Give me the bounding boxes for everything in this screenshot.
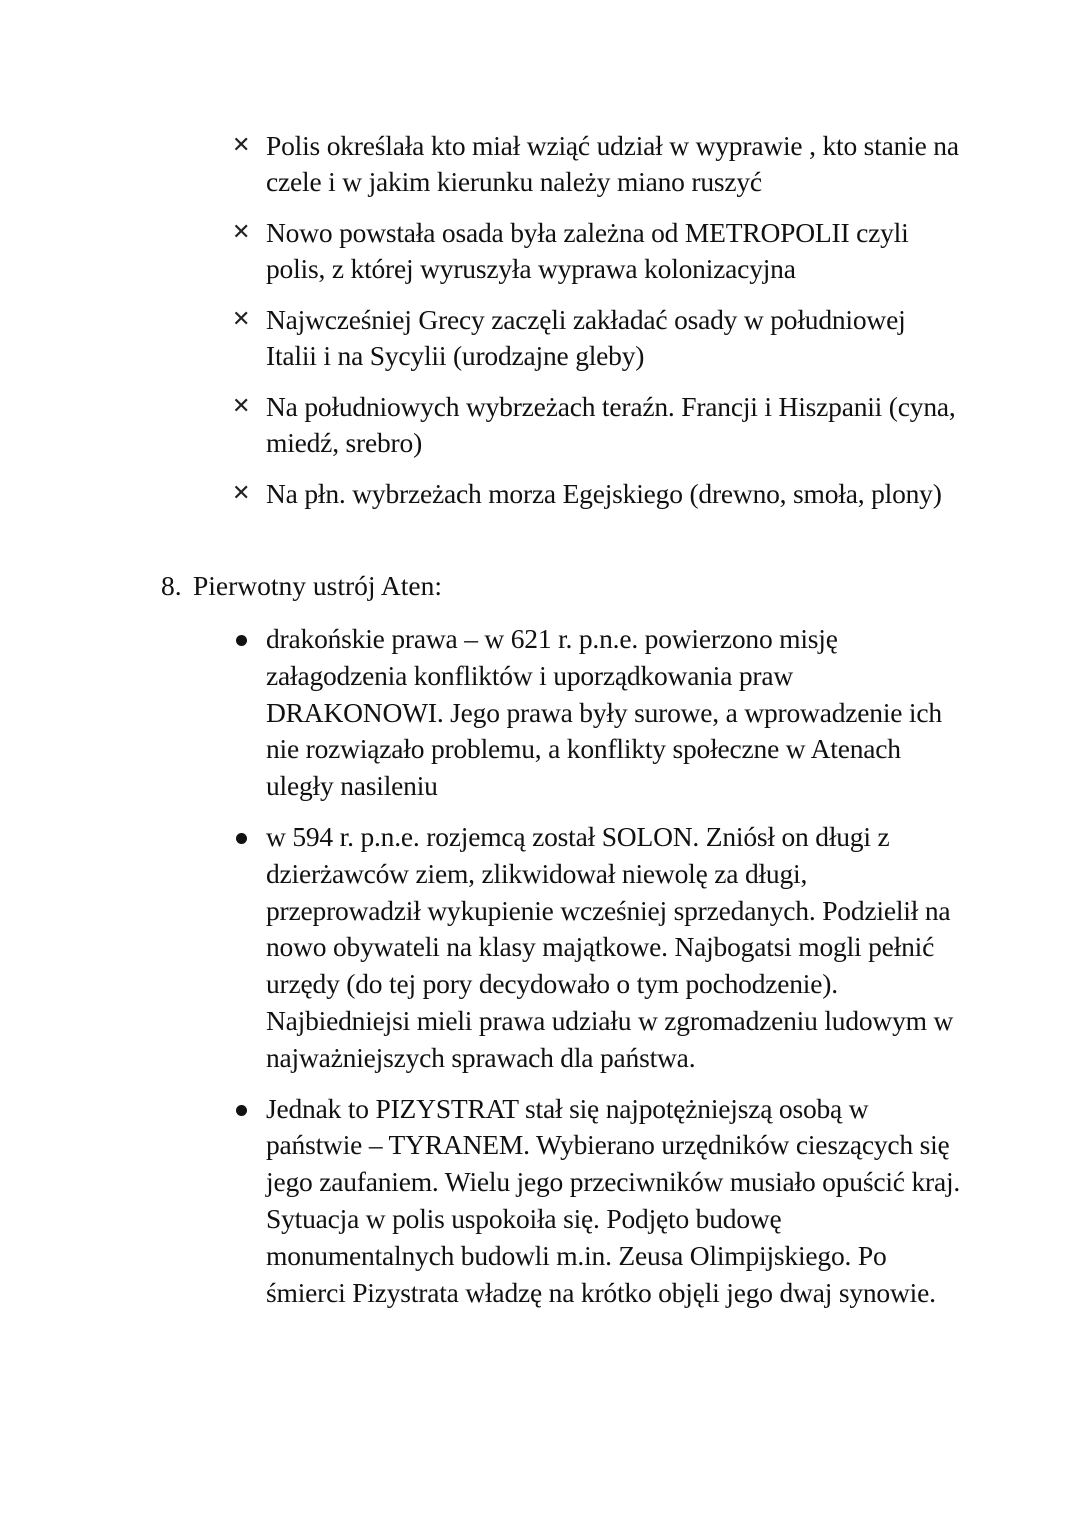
list-item-text: Najwcześniej Grecy zaczęli zakładać osady w południowej Italii i na Sycylii (urodzajne gleby) — [266, 304, 906, 371]
list-item-text: drakońskie prawa – w 621 r. p.n.e. powierzono misję załagodzenia konfliktów i uporządkowania praw DRAKONOWI. Jego prawa były surowe, a wprowadzenie ich nie rozwiązało problemu, a konflikty społeczne w Atenach uległy nasileniu — [266, 623, 942, 802]
section-title: Pierwotny ustrój Aten: — [193, 570, 443, 601]
list-item — [232, 128, 962, 200]
section-number: 8. — [161, 570, 182, 601]
x-mark-icon: ✕ — [232, 307, 251, 332]
bullet-dot-icon — [236, 833, 247, 844]
list-item — [232, 476, 962, 512]
bullet-dot-icon — [236, 635, 247, 646]
x-mark-icon: ✕ — [232, 481, 251, 506]
list-item — [232, 215, 962, 287]
list-item-text: Polis określała kto miał wziąć udział w wyprawie , kto stanie na czele i w jakim kierunku należy miano ruszyć — [266, 130, 959, 197]
x-mark-icon: ✕ — [232, 394, 251, 419]
list-item — [232, 819, 962, 1077]
list-item — [232, 621, 962, 805]
list-item-text: Jednak to PIZYSTRAT stał się najpotężniejszą osobą w państwie – TYRANEM. Wybierano urzędników cieszących się jego zaufaniem. Wielu jego przeciwników musiało opuścić kraj. Sytuacja w polis uspokoiła się. Podjęto budowę monumentalnych budowli m.in. Zeusa Olimpijskiego. Po śmierci Pizystrata władzę na krótko objęli jego dwaj synowie. — [266, 1092, 961, 1308]
list-item — [232, 302, 962, 374]
list-item-text: w 594 r. p.n.e. rozjemcą został SOLON. Zniósł on długi z dzierżawców ziem, zlikwidował niewolę za długi, przeprowadził wykupienie wcześniej sprzedanych. Podzielił na nowo obywateli na klasy majątkowe. Najbogatsi mogli pełnić urzędy (do tej pory decydowało o tym pochodzenie). Najbiedniejsi mieli prawa udziału w zgromadzeniu ludowym w najważniejszych sprawach dla państwa. — [266, 820, 954, 1073]
x-mark-icon: ✕ — [232, 133, 251, 158]
list-item-text: Nowo powstała osada była zależna od METROPOLII czyli polis, z której wyruszyła wyprawa kolonizacyjna — [266, 217, 909, 284]
section-heading — [161, 568, 442, 604]
list-item-text: Na południowych wybrzeżach teraźn. Francji i Hiszpanii (cyna, miedź, srebro) — [266, 391, 956, 458]
list-item-text: Na płn. wybrzeżach morza Egejskiego (drewno, smoła, plony) — [266, 478, 942, 509]
x-mark-icon: ✕ — [232, 220, 251, 245]
colonization-list — [232, 128, 962, 527]
athens-constitution-list — [232, 621, 962, 1325]
bullet-dot-icon — [236, 1105, 247, 1116]
list-item — [232, 1091, 962, 1312]
list-item — [232, 389, 962, 461]
